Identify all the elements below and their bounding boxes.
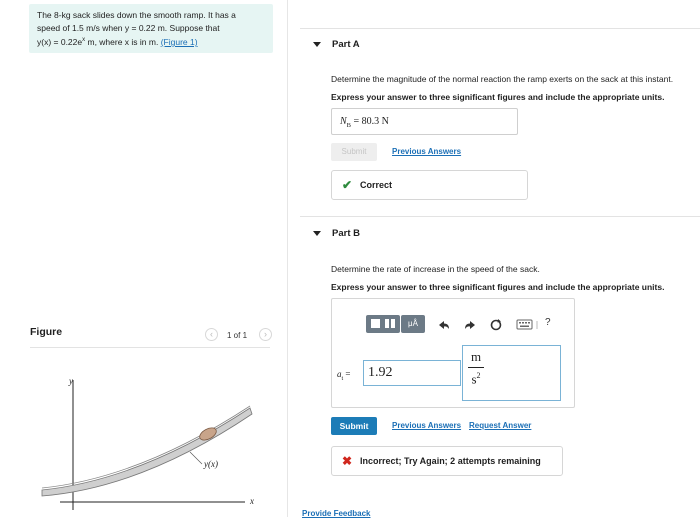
- reset-icon[interactable]: [492, 319, 502, 330]
- part-a-answer-field[interactable]: [331, 108, 518, 135]
- undo-icon[interactable]: [439, 321, 449, 329]
- part-b-collapse-caret-icon[interactable]: [313, 231, 321, 236]
- part-b-variable: a: [337, 369, 342, 379]
- answer-variable: N: [340, 116, 347, 127]
- figure-link[interactable]: (Figure 1): [160, 36, 198, 47]
- unit-denominator-exponent: 2: [476, 371, 481, 380]
- part-a-question: Determine the magnitude of the normal reaction the ramp exerts on the sack at this instant.: [331, 74, 674, 84]
- problem-line-1: The 8-kg sack slides down the smooth ramp. It has a: [37, 10, 236, 20]
- part-a-submit-button[interactable]: Submit: [331, 143, 377, 161]
- figure-pager: 1 of 1: [227, 331, 248, 340]
- editor-toolbar-icons: [437, 318, 557, 332]
- help-icon[interactable]: ?: [545, 317, 551, 328]
- units-button[interactable]: μÅ: [401, 315, 425, 333]
- part-b-question: Determine the rate of increase in the speed of the sack.: [331, 264, 540, 274]
- answer-value: 80.3 N: [361, 116, 389, 127]
- figure-y-axis-label: y: [69, 376, 73, 386]
- part-a-rule: [300, 28, 700, 29]
- curve-label-leader: [190, 452, 202, 464]
- part-b-instruction: Express your answer to three significant figures and include the appropriate units.: [331, 282, 665, 292]
- problem-equation: y(x) = 0.22e: [37, 36, 83, 47]
- unit-numerator: m: [470, 349, 482, 364]
- ramp-figure: [30, 370, 270, 517]
- part-b-rule: [300, 216, 700, 217]
- problem-exponent: x: [82, 37, 86, 43]
- redo-icon[interactable]: [465, 321, 475, 329]
- checkmark-icon: ✔: [342, 178, 353, 192]
- panel-divider: [287, 0, 288, 517]
- figure-label: Figure: [30, 326, 63, 338]
- part-b-variable-subscript: t: [341, 375, 344, 382]
- part-b-value-input[interactable]: 1.92: [363, 360, 461, 386]
- unit-denominator-base: s: [471, 371, 477, 387]
- problem-line-3: [37, 34, 265, 48]
- figure-prev-button[interactable]: ‹: [205, 328, 218, 341]
- figure-next-button[interactable]: ›: [259, 328, 272, 341]
- part-a-instruction: Express your answer to three significant figures and include the appropriate units.: [331, 92, 665, 102]
- problem-statement: [29, 4, 273, 53]
- part-a-collapse-caret-icon[interactable]: [313, 42, 321, 47]
- part-a-label[interactable]: Part A: [332, 39, 360, 50]
- keyboard-icon[interactable]: [517, 320, 532, 329]
- problem-equation-tail: m, where x is in m.: [85, 36, 161, 47]
- answer-variable-subscript: B: [346, 122, 352, 129]
- fraction-bar: [468, 367, 484, 368]
- templates-button[interactable]: [366, 315, 400, 333]
- part-b-submit-button[interactable]: Submit: [331, 417, 377, 435]
- figure-x-axis-label: x: [250, 496, 254, 506]
- template-bar-icon: [385, 319, 389, 328]
- part-a-feedback: [331, 170, 528, 200]
- unit-denominator: [468, 371, 484, 387]
- unit-fraction: [468, 349, 484, 387]
- template-box-icon: [371, 319, 380, 328]
- part-a-feedback-text: Correct: [360, 180, 393, 190]
- part-b-variable-label: [337, 369, 351, 382]
- part-b-feedback: [331, 446, 563, 476]
- part-b-feedback-text: Incorrect; Try Again; 2 attempts remaining: [360, 456, 541, 466]
- part-b-equals: =: [343, 369, 351, 379]
- answer-equals: =: [351, 116, 362, 127]
- figure-curve-label: y(x): [204, 459, 218, 469]
- part-b-label[interactable]: Part B: [332, 228, 360, 239]
- part-b-request-answer-link[interactable]: Request Answer: [469, 421, 532, 430]
- provide-feedback-link[interactable]: Provide Feedback: [302, 509, 371, 518]
- figure-rule: [30, 347, 270, 348]
- problem-line-2: speed of 1.5 m/s when y = 0.22 m. Suppose that: [37, 22, 220, 33]
- part-a-previous-answers-link[interactable]: Previous Answers: [392, 147, 462, 156]
- template-bar-icon-2: [391, 319, 395, 328]
- part-b-previous-answers-link[interactable]: Previous Answers: [392, 421, 462, 430]
- cross-icon: ✖: [342, 454, 353, 468]
